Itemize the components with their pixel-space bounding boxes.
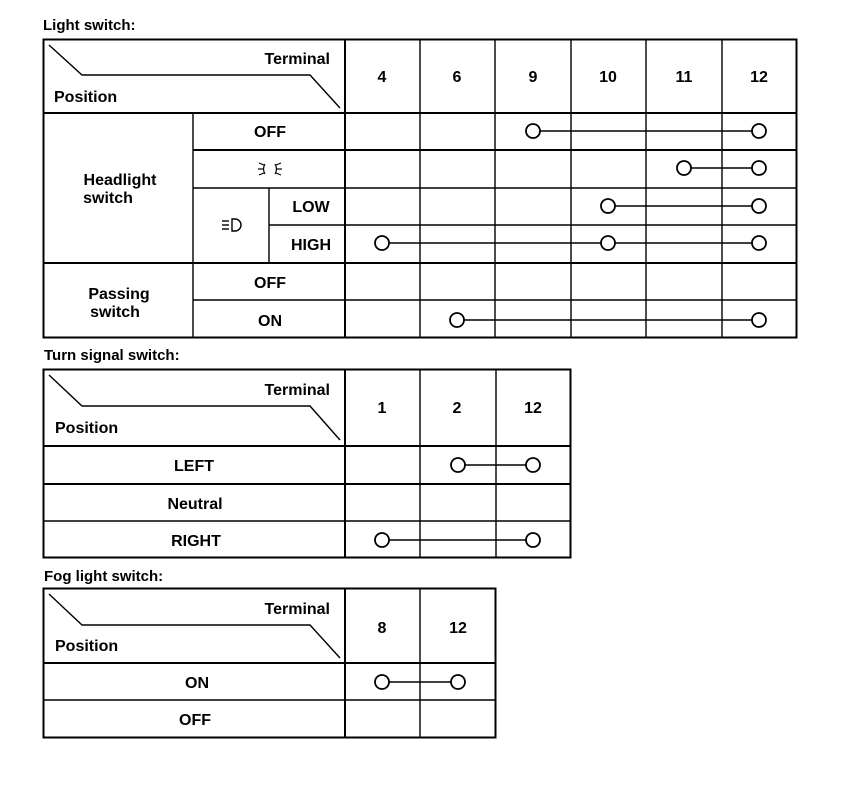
row-label-off: OFF bbox=[179, 712, 211, 729]
connection-terminal-dot bbox=[526, 533, 540, 547]
connection-terminal-dot bbox=[451, 675, 465, 689]
terminal-header-label: Terminal bbox=[264, 382, 330, 399]
fog-light-switch-table bbox=[43, 588, 496, 738]
connection-terminal-dot bbox=[601, 236, 615, 250]
connection-terminal-dot bbox=[601, 199, 615, 213]
headlight-switch-label: Headlight bbox=[83, 172, 157, 189]
passing-switch-label: switch bbox=[90, 304, 140, 321]
terminal-label: 10 bbox=[599, 69, 617, 86]
connection-terminal-dot bbox=[677, 161, 691, 175]
terminal-label: 11 bbox=[675, 69, 693, 86]
connection-terminal-dot bbox=[752, 124, 766, 138]
position-header-label: Position bbox=[55, 420, 119, 437]
terminal-label: 12 bbox=[750, 69, 768, 86]
connection-terminal-dot bbox=[451, 458, 465, 472]
connection-terminal-dot bbox=[375, 675, 389, 689]
turn-signal-switch-table bbox=[43, 369, 571, 558]
row-label-on: ON bbox=[185, 675, 209, 692]
row-label-low: LOW bbox=[292, 199, 330, 216]
connection-terminal-dot bbox=[752, 313, 766, 327]
terminal-header-label: Terminal bbox=[264, 51, 330, 68]
position-header-label: Position bbox=[54, 89, 118, 106]
turn-signal-connections bbox=[375, 458, 540, 547]
turn-signal-switch-title: Turn signal switch: bbox=[44, 347, 180, 364]
connection-terminal-dot bbox=[752, 199, 766, 213]
terminal-label: 9 bbox=[528, 69, 538, 86]
connection-terminal-dot bbox=[526, 458, 540, 472]
terminal-label: 8 bbox=[377, 620, 387, 637]
connection-terminal-dot bbox=[375, 533, 389, 547]
connection-terminal-dot bbox=[526, 124, 540, 138]
terminal-label: 2 bbox=[452, 400, 462, 417]
connection-terminal-dot bbox=[450, 313, 464, 327]
terminal-label: 4 bbox=[377, 69, 387, 86]
connection-terminal-dot bbox=[375, 236, 389, 250]
connection-terminal-dot bbox=[752, 236, 766, 250]
light-switch-title: Light switch: bbox=[43, 17, 136, 34]
row-label-high: HIGH bbox=[291, 237, 331, 254]
light-switch-table bbox=[43, 39, 797, 338]
terminal-header-label: Terminal bbox=[264, 601, 330, 618]
row-label-left: LEFT bbox=[174, 458, 214, 475]
position-header-label: Position bbox=[55, 638, 119, 655]
terminal-label: 12 bbox=[524, 400, 542, 417]
terminal-label: 1 bbox=[377, 400, 387, 417]
connection-terminal-dot bbox=[752, 161, 766, 175]
row-label-passing-off: OFF bbox=[254, 275, 286, 292]
row-label-neutral: Neutral bbox=[167, 496, 223, 513]
row-label-off: OFF bbox=[254, 124, 286, 141]
row-label-passing-on: ON bbox=[258, 313, 282, 330]
low-beam-headlight-icon bbox=[222, 219, 241, 231]
row-label-right: RIGHT bbox=[171, 533, 221, 550]
terminal-label: 12 bbox=[449, 620, 467, 637]
fog-light-switch-title: Fog light switch: bbox=[44, 568, 164, 585]
parking-light-icon bbox=[258, 163, 282, 175]
passing-switch-label: Passing bbox=[88, 286, 150, 303]
headlight-switch-label: switch bbox=[83, 190, 133, 207]
terminal-label: 6 bbox=[452, 69, 462, 86]
